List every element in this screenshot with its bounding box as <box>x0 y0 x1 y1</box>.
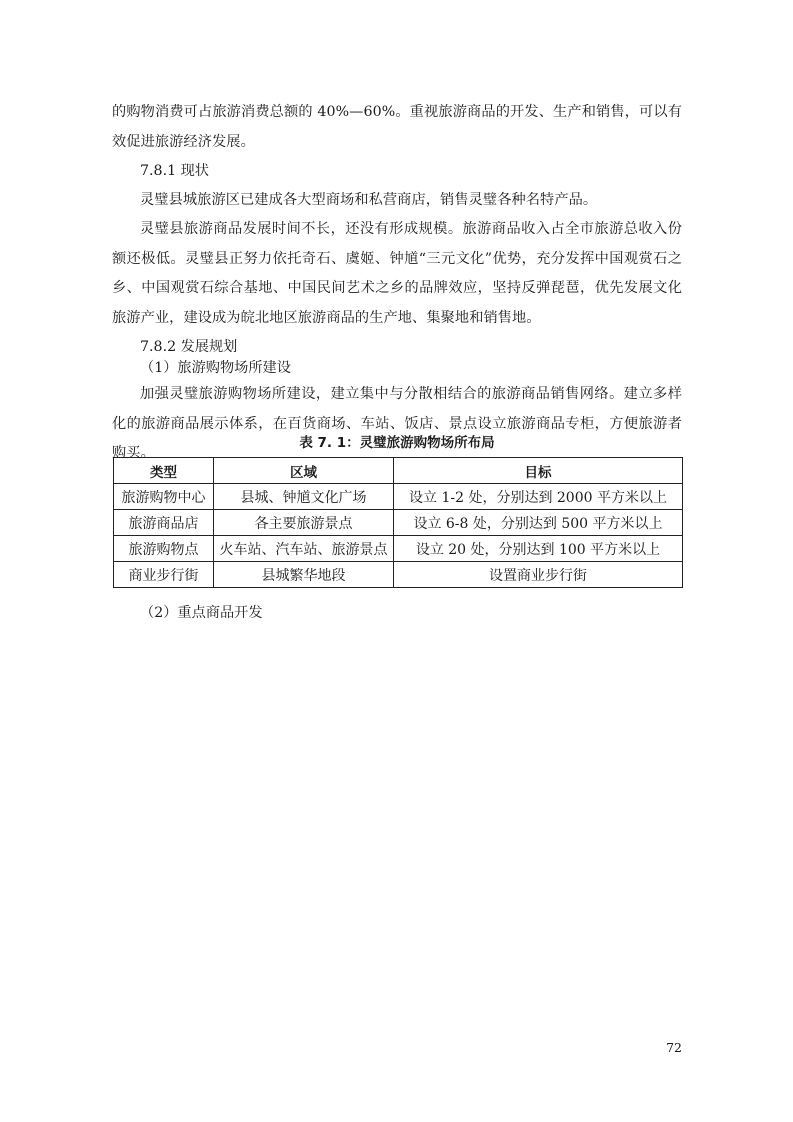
table-header-row <box>114 458 683 484</box>
section-heading-7-8-1: 7.8.1 现状 <box>140 163 209 179</box>
paragraph-development-status: 灵璧县旅游商品发展时间不长，还没有形成规模。旅游商品收入占全市旅游总收入份额还极低。灵璧县正努力依托奇石、虞姬、钟馗“三元文化”优势，充分发挥中国观赏石之乡、中国观赏石综合基地、中国民间艺术之乡的品牌效应，坚持反弹琵琶，优先发展文化旅游产业，建设成为皖北地区旅游商品的生产地、集聚地和销售地。 <box>112 221 682 326</box>
shopping-venue-table <box>113 457 683 588</box>
table-cell-type: 旅游商品店 <box>114 510 214 536</box>
table-row <box>114 536 683 562</box>
subheading-key-products: （2）重点商品开发 <box>140 605 263 621</box>
page-number: 72 <box>666 1040 682 1055</box>
column-header-type: 类型 <box>114 458 214 484</box>
table-row <box>114 510 683 536</box>
table-cell-area: 各主要旅游景点 <box>214 510 394 536</box>
table-cell-type: 旅游购物点 <box>114 536 214 562</box>
table-row <box>114 484 683 510</box>
table-cell-area: 县城繁华地段 <box>214 562 394 588</box>
column-header-target: 目标 <box>394 458 683 484</box>
section-heading-7-8-2: 7.8.2 发展规划 <box>140 339 238 355</box>
table-row <box>114 562 683 588</box>
subheading-shopping-venues: （1）旅游购物场所建设 <box>140 360 291 376</box>
table-cell-area: 县城、钟馗文化广场 <box>214 484 394 510</box>
table-cell-target: 设立 20 处，分别达到 100 平方米以上 <box>394 536 683 562</box>
table-cell-target: 设置商业步行街 <box>394 562 683 588</box>
column-header-area: 区域 <box>214 458 394 484</box>
paragraph-venue-construction: 加强灵璧旅游购物场所建设，建立集中与分散相结合的旅游商品销售网络。建立多样化的旅游商品展示体系，在百货商场、车站、饭店、景点设立旅游商品专柜，方便旅游者购买。 <box>112 386 682 461</box>
paragraph-current-status: 灵璧县城旅游区已建成各大型商场和私营商店，销售灵璧各种名特产品。 <box>140 192 598 208</box>
table-cell-type: 商业步行街 <box>114 562 214 588</box>
table-cell-area: 火车站、汽车站、旅游景点 <box>214 536 394 562</box>
table-caption: 表 7. 1：灵璧旅游购物场所布局 <box>299 435 495 451</box>
table-cell-target: 设立 1-2 处，分别达到 2000 平方米以上 <box>394 484 683 510</box>
table-cell-target: 设立 6-8 处，分别达到 500 平方米以上 <box>394 510 683 536</box>
paragraph-shopping-consumption: 的购物消费可占旅游消费总额的 40%—60%。重视旅游商品的开发、生产和销售，可以有效促进旅游经济发展。 <box>112 104 682 150</box>
table-cell-type: 旅游购物中心 <box>114 484 214 510</box>
